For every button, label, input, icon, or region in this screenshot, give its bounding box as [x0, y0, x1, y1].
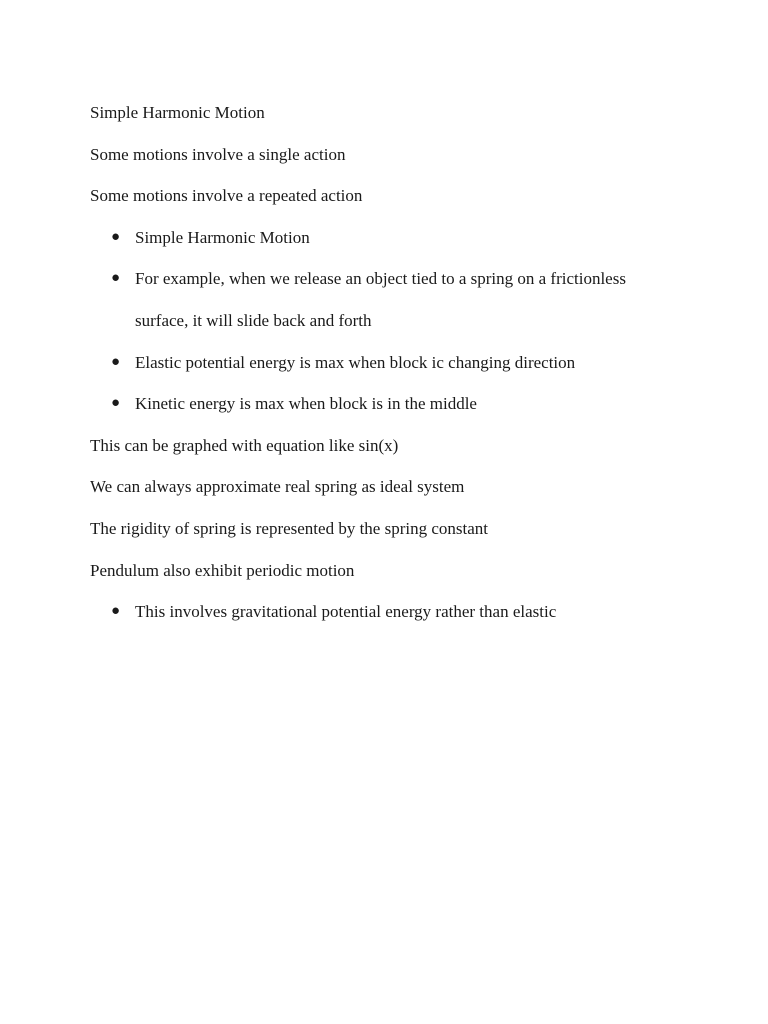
- bullet-icon: ●: [111, 228, 121, 245]
- list-item: [90, 217, 690, 259]
- list-item: [90, 591, 690, 633]
- list-item-text: This involves gravitational potential energy rather than elastic: [135, 602, 557, 622]
- list-item: [90, 258, 690, 341]
- heading-simple-harmonic-motion: Simple Harmonic Motion: [90, 103, 265, 122]
- bullet-icon: ●: [111, 353, 121, 370]
- bullet-icon: ●: [111, 270, 121, 287]
- paragraph-spring-constant: The rigidity of spring is represented by the spring constant: [90, 518, 488, 538]
- list-item-text: Simple Harmonic Motion: [135, 227, 310, 247]
- paragraph-single-action: Some motions involve a single action: [90, 144, 346, 164]
- bullet-icon: ●: [111, 603, 121, 620]
- document-body: [90, 92, 690, 633]
- bullet-icon: ●: [111, 395, 121, 412]
- paragraph-ideal-system: We can always approximate real spring as ideal system: [90, 477, 465, 497]
- list-item-text: Elastic potential energy is max when block ic changing direction: [135, 352, 576, 372]
- paragraph-pendulum: Pendulum also exhibit periodic motion: [90, 560, 355, 580]
- list-item-text: For example, when we release an object tied to a spring on a frictionless surface, it will slide back and forth: [135, 269, 626, 330]
- list-item-text: Kinetic energy is max when block is in the middle: [135, 394, 477, 414]
- paragraph-graph-sin: This can be graphed with equation like sin(x): [90, 435, 399, 455]
- paragraph-repeated-action: Some motions involve a repeated action: [90, 186, 363, 206]
- list-item: [90, 383, 690, 425]
- bullet-list-shm: [90, 217, 690, 425]
- list-item: [90, 342, 690, 384]
- bullet-list-pendulum: [90, 591, 690, 633]
